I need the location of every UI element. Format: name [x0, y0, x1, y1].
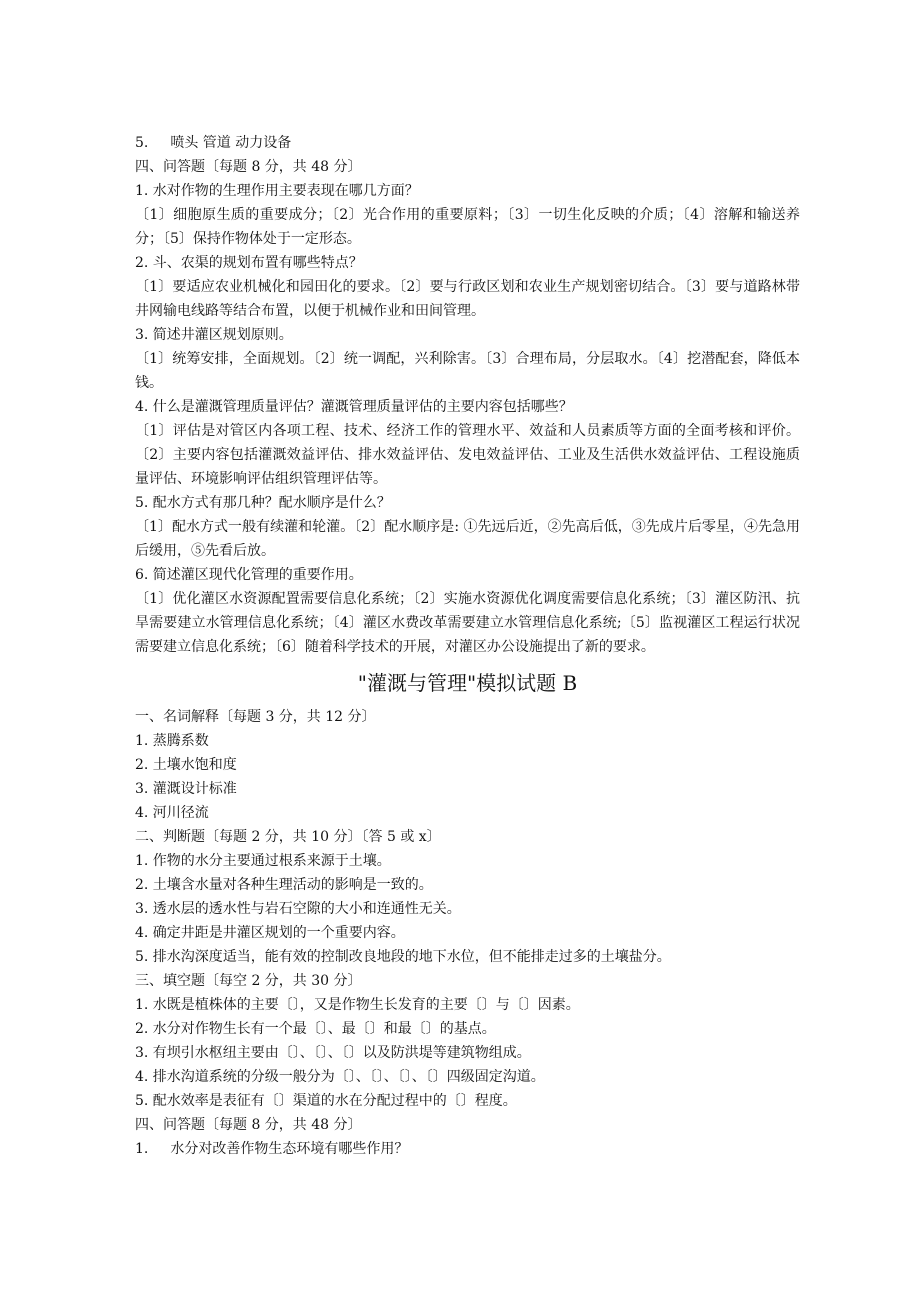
document-body	[135, 131, 800, 1161]
question: 1. 水对作物的生理作用主要表现在哪几方面？	[135, 183, 419, 199]
term-item: 2. 土壤水饱和度	[135, 757, 237, 773]
fill-item: 2. 水分对作物生长有一个最〔〕、最〔〕和最〔〕的基点。	[135, 1021, 496, 1037]
section-header: 二、判断题〔每题 2 分，共 10 分〕〔答 5 或 x〕	[135, 829, 441, 845]
section-header: 三、填空题〔每空 2 分，共 30 分〕	[135, 973, 362, 989]
fill-item: 4. 排水沟道系统的分级一般分为〔〕、〔〕、〔〕、〔〕四级固定沟道。	[135, 1069, 545, 1085]
answer: 〔1〕优化灌区水资源配置需要信息化系统；〔2〕实施水资源优化调度需要信息化系统；〔3〕灌区防汛、抗旱需要建立水管理信息化系统；〔4〕灌区水费改革需要建立水管理信息化系统;〔5〕监视灌区工程运行状况需要建立信息化系统；〔6〕随着科学技术的开展，对灌区办公设施提出了新的要求。	[135, 591, 800, 655]
fill-item: 1. 水既是植株体的主要〔〕，又是作物生长发育的主要〔〕与〔〕因素。	[135, 997, 580, 1013]
fill-item: 3. 有坝引水枢纽主要由〔〕、〔〕、〔〕以及防洪堤等建筑物组成。	[135, 1045, 531, 1061]
answer: 〔1〕统筹安排，全面规划。〔2〕统一调配，兴利除害。〔3〕合理布局，分层取水。〔4〕挖潜配套，降低本钱。	[135, 351, 800, 391]
answer: 〔1〕要适应农业机械化和园田化的要求。〔2〕要与行政区划和农业生产规划密切结合。〔3〕要与道路林带井网输电线路等结合布置，以便于机械作业和田间管理。	[135, 279, 800, 319]
item-number: 5.	[135, 135, 149, 151]
exam-title: "灌溉与管理"模拟试题 B	[357, 671, 578, 695]
answer: 〔1〕配水方式一般有续灌和轮灌。〔2〕配水顺序是: ①先远后近，②先高后低，③先成片后零星，④先急用后缓用，⑤先看后放。	[135, 519, 800, 559]
question: 5. 配水方式有那几种？配水顺序是什么？	[135, 495, 391, 511]
judge-item: 1. 作物的水分主要通过根系来源于土壤。	[135, 853, 391, 869]
judge-item: 4. 确定井距是井灌区规划的一个重要内容。	[135, 925, 405, 941]
item-number: 1.	[135, 1141, 149, 1157]
section-header: 一、名词解释〔每题 3 分，共 12 分〕	[135, 709, 376, 725]
judge-item: 2. 土壤含水量对各种生理活动的影响是一致的。	[135, 877, 433, 893]
question: 4. 什么是灌溉管理质量评估？灌溉管理质量评估的主要内容包括哪些？	[135, 399, 573, 415]
section-header: 四、问答题〔每题 8 分，共 48 分〕	[135, 159, 362, 175]
section-header: 四、问答题〔每题 8 分，共 48 分〕	[135, 1117, 362, 1133]
fill-item: 5. 配水效率是表征有〔〕渠道的水在分配过程中的〔〕程度。	[135, 1093, 517, 1109]
answer-line	[135, 131, 800, 155]
answer: 〔1〕评估是对管区内各项工程、技术、经济工作的管理水平、效益和人员素质等方面的全面考核和评价。〔2〕主要内容包括灌溉效益评估、排水效益评估、发电效益评估、工业及生活供水效益评估、工程设施质量评估、环境影响评估组织管理评估等。	[135, 423, 800, 487]
term-item: 1. 蒸腾系数	[135, 733, 209, 749]
term-item: 3. 灌溉设计标准	[135, 781, 237, 797]
judge-item: 3. 透水层的透水性与岩石空隙的大小和连通性无关。	[135, 901, 461, 917]
question-text: 水分对改善作物生态环境有哪些作用？	[170, 1141, 409, 1157]
term-item: 4. 河川径流	[135, 805, 209, 821]
question: 3. 简述井灌区规划原则。	[135, 327, 293, 343]
question: 6. 简述灌区现代化管理的重要作用。	[135, 567, 363, 583]
answer: 〔1〕细胞原生质的重要成分；〔2〕光合作用的重要原料；〔3〕一切生化反映的介质；〔4〕溶解和输送养分；〔5〕保持作物体处于一定形态。	[135, 207, 800, 247]
question: 2. 斗、农渠的规划布置有哪些特点？	[135, 255, 363, 271]
answer-text: 喷头 管道 动力设备	[170, 135, 292, 151]
question	[135, 1137, 800, 1161]
judge-item: 5. 排水沟深度适当，能有效的控制改良地段的地下水位，但不能排走过多的土壤盐分。	[135, 949, 671, 965]
